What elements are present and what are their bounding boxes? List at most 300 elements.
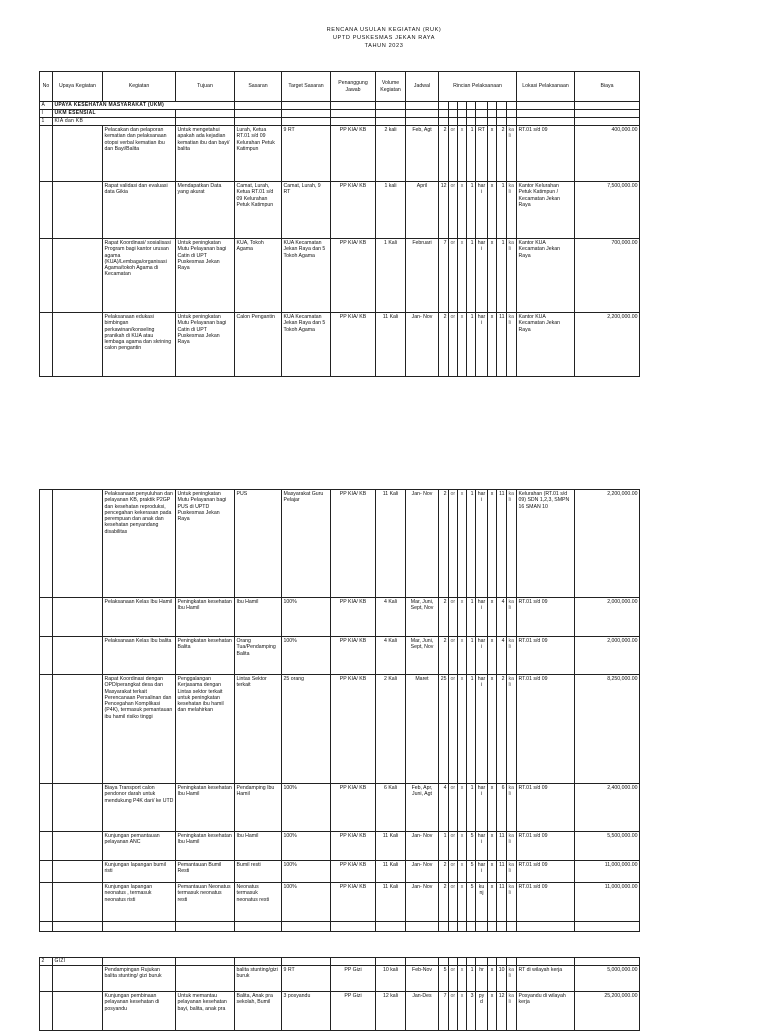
row-upaya — [53, 598, 103, 637]
table-row — [40, 182, 640, 239]
row-target: 100% — [282, 637, 331, 675]
rincian-unit: or — [449, 861, 458, 883]
row-penanggung-jawab: PP KIA/ KB — [331, 675, 376, 784]
rincian-unit: hari — [476, 313, 488, 377]
rincian-unit: hari — [476, 861, 488, 883]
rincian-count: 11 — [497, 861, 507, 883]
rincian-count: 5 — [467, 861, 476, 883]
row-upaya — [53, 966, 103, 992]
row-tujuan: Peningkatan kesehatan Ibu Hamil — [176, 784, 235, 832]
rincian-count: 1 — [467, 598, 476, 637]
rincian-count: 2 — [439, 883, 449, 922]
rincian-count: 1 — [467, 239, 476, 313]
row-sasaran: PUS — [235, 490, 282, 598]
section-label: UPAYA KESEHATAN MASYARAKAT (UKM) — [53, 102, 235, 110]
rincian-count: 7 — [439, 239, 449, 313]
row-no — [40, 313, 53, 377]
row-no — [40, 992, 53, 1031]
table-row-empty — [40, 922, 640, 932]
header-jadwal: Jadwal — [406, 72, 439, 102]
table-row — [40, 239, 640, 313]
rincian-unit: or — [449, 239, 458, 313]
rincian-x: x — [488, 637, 497, 675]
rincian-x: x — [488, 966, 497, 992]
row-sasaran: Ibu Hamil — [235, 598, 282, 637]
row-upaya — [53, 126, 103, 182]
rincian-x: x — [488, 182, 497, 239]
row-volume: 1 kali — [376, 182, 406, 239]
rincian-unit: RT — [476, 126, 488, 182]
rincian-count: 4 — [497, 598, 507, 637]
rincian-unit: kali — [507, 313, 517, 377]
row-upaya — [53, 637, 103, 675]
rincian-unit: or — [449, 675, 458, 784]
row-no — [40, 239, 53, 313]
rincian-count: 4 — [497, 637, 507, 675]
rincian-unit: kali — [507, 637, 517, 675]
rincian-unit: kali — [507, 883, 517, 922]
section-no: A — [40, 102, 53, 110]
row-kegiatan: Biaya Transport calon pendonor darah untuk mendukung P4K dari/ ke UTD — [103, 784, 176, 832]
row-lokasi: RT.01 s/d 09 — [517, 598, 575, 637]
row-tujuan: Peningkatan kesehatan Balita — [176, 637, 235, 675]
row-volume: 11 Kali — [376, 490, 406, 598]
row-tujuan: Untuk mengetahui apakah ada kejadian kematian ibu dan bayi/ balita — [176, 126, 235, 182]
rincian-count: 2 — [439, 598, 449, 637]
row-lokasi: Kantor KUA Kecamatan Jekan Raya — [517, 313, 575, 377]
row-jadwal: Jan- Nov — [406, 490, 439, 598]
rincian-unit: kali — [507, 182, 517, 239]
row-kegiatan: Kunjungan pemantauan pelayanan ANC — [103, 832, 176, 861]
header-volume: Volume Kegiatan — [376, 72, 406, 102]
row-biaya: 400,000.00 — [575, 126, 640, 182]
rincian-count: 1 — [467, 182, 476, 239]
rincian-unit: or — [449, 992, 458, 1031]
row-jadwal: Jan- Nov — [406, 832, 439, 861]
row-target: 100% — [282, 784, 331, 832]
section-no: 1 — [40, 118, 53, 126]
row-penanggung-jawab: PP KIA/ KB — [331, 784, 376, 832]
rincian-count: 2 — [439, 490, 449, 598]
header-sasaran: Sasaran — [235, 72, 282, 102]
header-no: No — [40, 72, 53, 102]
rincian-unit: hari — [476, 832, 488, 861]
row-penanggung-jawab: PP KIA/ KB — [331, 313, 376, 377]
rincian-x: x — [488, 490, 497, 598]
row-kegiatan: Pelacakan dan pelaporan kematian dan pelaksanaan otopsi verbal kematian ibu dan Bayi/Balita — [103, 126, 176, 182]
table-body-kia-kb — [40, 126, 640, 377]
rincian-unit: or — [449, 126, 458, 182]
row-no — [40, 637, 53, 675]
row-sasaran: KUA, Tokoh Agama — [235, 239, 282, 313]
rincian-unit: or — [449, 637, 458, 675]
row-jadwal: Feb, Apr, Juni, Agt — [406, 784, 439, 832]
row-sasaran: Bumil resti — [235, 861, 282, 883]
rincian-x: x — [488, 675, 497, 784]
row-tujuan: Untuk memantau pelayanan kesehatan bayi, balita, anak pra — [176, 992, 235, 1031]
rincian-count: 2 — [497, 675, 507, 784]
rincian-count: 10 — [497, 966, 507, 992]
header-kegiatan: Kegiatan — [103, 72, 176, 102]
row-tujuan: Untuk peningkatan Mutu Pelayanan bagi Catin di UPT Puskesmas Jekan Raya — [176, 239, 235, 313]
row-volume: 2 kali — [376, 126, 406, 182]
table-row — [40, 313, 640, 377]
rincian-unit: hari — [476, 239, 488, 313]
row-lokasi: Kantor Kelurahan Petuk Katimpun / Kecamatan Jekan Raya — [517, 182, 575, 239]
row-tujuan: Untuk peningkatan Mutu Pelayanan bagi Catin di UPT Puskesmas Jekan Raya — [176, 313, 235, 377]
section-label: UKM ESENSIAL — [53, 110, 176, 118]
row-no — [40, 490, 53, 598]
rincian-unit: kali — [507, 784, 517, 832]
row-penanggung-jawab: PP KIA/ KB — [331, 239, 376, 313]
rincian-x: x — [458, 490, 467, 598]
row-volume: 12 kali — [376, 992, 406, 1031]
rincian-count: 1 — [467, 490, 476, 598]
row-lokasi: RT.01 s/d 09 — [517, 126, 575, 182]
rincian-count: 1 — [467, 966, 476, 992]
row-kegiatan: Pelaksanaan penyuluhan dan pelayanan KB, praktik P2GP dan kesehatan reproduksi, pencegahan kekerasan pada perempuan dan anak dan kesehatan penyandang disabilitas — [103, 490, 176, 598]
row-upaya — [53, 883, 103, 922]
rincian-unit: or — [449, 966, 458, 992]
row-no — [40, 126, 53, 182]
row-no — [40, 832, 53, 861]
row-kegiatan: Pelaksanaan edukasi bimbingan perkawinan/konseling pranikah di KUA atau lembaga agama dan skrining calon pengantin — [103, 313, 176, 377]
row-tujuan: Pemantauan Bumil Resti — [176, 861, 235, 883]
row-volume: 11 Kali — [376, 313, 406, 377]
row-kegiatan: Rapat Koordinasi/ sosialisasi Program bagi kantor urusan agama (KUA)/Lembaga/organisasi Agama/tokoh Agama di Kecamatan — [103, 239, 176, 313]
table-row — [40, 883, 640, 922]
rincian-unit: hari — [476, 490, 488, 598]
row-penanggung-jawab: PP KIA/ KB — [331, 126, 376, 182]
rincian-x: x — [458, 637, 467, 675]
row-sasaran: Camat, Lurah, Ketua RT.01 s/d 09 Kelurahan Petuk Katimpun — [235, 182, 282, 239]
row-jadwal: Jan-Des — [406, 992, 439, 1031]
row-volume: 6 Kali — [376, 784, 406, 832]
row-lokasi: RT.01 s/d 09 — [517, 784, 575, 832]
row-tujuan — [176, 966, 235, 992]
rincian-unit: kali — [507, 239, 517, 313]
row-no — [40, 598, 53, 637]
section-no: 2 — [40, 958, 53, 966]
row-target: KUA Kecamatan Jekan Raya dan 5 Tokoh Agama — [282, 239, 331, 313]
row-biaya: 2,400,000.00 — [575, 784, 640, 832]
rincian-x: x — [458, 313, 467, 377]
rincian-count: 12 — [497, 992, 507, 1031]
row-no — [40, 675, 53, 784]
row-target: 100% — [282, 598, 331, 637]
rincian-count: 2 — [439, 637, 449, 675]
row-penanggung-jawab: PP KIA/ KB — [331, 832, 376, 861]
rincian-unit: hari — [476, 182, 488, 239]
row-volume: 11 Kali — [376, 861, 406, 883]
rincian-unit: or — [449, 313, 458, 377]
row-target: 100% — [282, 832, 331, 861]
rincian-unit: or — [449, 784, 458, 832]
rincian-x: x — [488, 861, 497, 883]
rincian-unit: pyd — [476, 992, 488, 1031]
rincian-count: 1 — [497, 239, 507, 313]
row-jadwal: Februari — [406, 239, 439, 313]
row-biaya: 2,200,000.00 — [575, 313, 640, 377]
row-kegiatan: Pelaksanaan Kelas Ibu balita — [103, 637, 176, 675]
row-biaya: 2,000,000.00 — [575, 598, 640, 637]
rincian-x: x — [488, 883, 497, 922]
row-upaya — [53, 313, 103, 377]
section-row-a — [40, 102, 640, 110]
row-target: 25 orang — [282, 675, 331, 784]
rincian-unit: hr — [476, 966, 488, 992]
header-rincian: Rincian Pelaksanaan — [439, 72, 517, 102]
rincian-unit: or — [449, 832, 458, 861]
row-sasaran: Orang Tua/Pendamping Balita — [235, 637, 282, 675]
section-no: I — [40, 110, 53, 118]
rincian-count: 12 — [439, 182, 449, 239]
row-kegiatan: Kunjungan lapangan bumil risti — [103, 861, 176, 883]
rincian-unit: hari — [476, 598, 488, 637]
row-lokasi: RT.01 s/d 09 — [517, 861, 575, 883]
rincian-x: x — [488, 832, 497, 861]
rincian-count: 2 — [439, 861, 449, 883]
table-row — [40, 966, 640, 992]
row-penanggung-jawab: PP Gizi — [331, 966, 376, 992]
row-penanggung-jawab: PP KIA/ KB — [331, 490, 376, 598]
row-target: Camat, Lurah, 9 RT — [282, 182, 331, 239]
row-tujuan: Untuk peningkatan Mutu Pelayanan bagi PUS di UPTD Puskesmas Jekan Raya — [176, 490, 235, 598]
rincian-x: x — [458, 126, 467, 182]
table-row — [40, 490, 640, 598]
rincian-unit: kali — [507, 126, 517, 182]
row-lokasi: Kantor KUA Kecamatan Jekan Raya — [517, 239, 575, 313]
row-sasaran: Balita, Anak pra sekolah, Bumil — [235, 992, 282, 1031]
row-biaya: 2,000,000.00 — [575, 637, 640, 675]
row-target: KUA Kecamatan Jekan Raya dan 5 Tokoh Agama — [282, 313, 331, 377]
row-tujuan: Pemantauan Neonatus termasuk neonatus resti — [176, 883, 235, 922]
rincian-x: x — [488, 784, 497, 832]
row-volume: 11 Kali — [376, 883, 406, 922]
header-pj: Penanggung Jawab — [331, 72, 376, 102]
rincian-count: 11 — [497, 883, 507, 922]
row-sasaran: Neonatus termasuk neonatus resti — [235, 883, 282, 922]
header-lokasi: Lokasi Pelaksanaan — [517, 72, 575, 102]
row-penanggung-jawab: PP KIA/ KB — [331, 883, 376, 922]
row-lokasi: Posyandu di wilayah kerja — [517, 992, 575, 1031]
row-tujuan: Penggalangan Kerjasama dengan Lintas sektor terkait untuk peningkatan kesehatan ibu hamil dan melahirkan — [176, 675, 235, 784]
rincian-unit: hari — [476, 784, 488, 832]
row-no — [40, 182, 53, 239]
rincian-x: x — [458, 861, 467, 883]
section-row-1 — [40, 118, 640, 126]
row-volume: 4 Kali — [376, 637, 406, 675]
row-no — [40, 966, 53, 992]
rincian-count: 11 — [497, 490, 507, 598]
table-body-gizi — [40, 966, 640, 1031]
rincian-unit: hari — [476, 637, 488, 675]
table-header-row — [40, 72, 640, 102]
row-sasaran: Pendamping Ibu Hamil — [235, 784, 282, 832]
row-jadwal: Jan- Nov — [406, 313, 439, 377]
row-penanggung-jawab: PP KIA/ KB — [331, 598, 376, 637]
row-sasaran: Lurah, Ketua RT.01 s/d 09 Kelurahan Petuk Katimpun — [235, 126, 282, 182]
rincian-x: x — [488, 126, 497, 182]
row-jadwal: Mar, Juni, Sept, Nov — [406, 637, 439, 675]
row-target: 9 RT — [282, 966, 331, 992]
rincian-unit: or — [449, 598, 458, 637]
rincian-count: 1 — [467, 637, 476, 675]
rincian-unit: hari — [476, 675, 488, 784]
row-target: 3 posyandu — [282, 992, 331, 1031]
row-upaya — [53, 992, 103, 1031]
title-line-3: TAHUN 2023 — [364, 43, 404, 49]
row-lokasi: RT.01 s/d 09 — [517, 675, 575, 784]
rincian-x: x — [458, 598, 467, 637]
rincian-unit: kali — [507, 832, 517, 861]
rincian-count: 7 — [439, 992, 449, 1031]
row-penanggung-jawab: PP KIA/ KB — [331, 861, 376, 883]
rincian-count: 1 — [467, 313, 476, 377]
row-lokasi: Kelurahan (RT.01 s/d 09) SDN 1,2,3, SMPN 16 SMAN 10 — [517, 490, 575, 598]
row-biaya: 8,250,000.00 — [575, 675, 640, 784]
ruk-table-page-1 — [39, 71, 640, 377]
row-jadwal: Feb, Agt — [406, 126, 439, 182]
rincian-unit: kali — [507, 598, 517, 637]
row-upaya — [53, 182, 103, 239]
section-label: KIA dan KB — [53, 118, 176, 126]
row-biaya: 11,000,000.00 — [575, 861, 640, 883]
row-biaya: 2,200,000.00 — [575, 490, 640, 598]
rincian-count: 2 — [497, 126, 507, 182]
ruk-table-page-3 — [39, 957, 640, 1031]
row-biaya: 5,500,000.00 — [575, 832, 640, 861]
row-jadwal: Jan- Nov — [406, 861, 439, 883]
rincian-count: 11 — [497, 313, 507, 377]
row-jadwal: Feb-Nov — [406, 966, 439, 992]
row-no — [40, 883, 53, 922]
ruk-table-page-2 — [39, 489, 640, 932]
rincian-x: x — [458, 239, 467, 313]
table-row — [40, 637, 640, 675]
row-target: 100% — [282, 861, 331, 883]
row-jadwal: Jan- Nov — [406, 883, 439, 922]
row-kegiatan: Pendampingan Rujukan balita stunting/ gizi buruk — [103, 966, 176, 992]
row-upaya — [53, 784, 103, 832]
row-biaya: 11,000,000.00 — [575, 883, 640, 922]
rincian-x: x — [458, 966, 467, 992]
row-target: 9 RT — [282, 126, 331, 182]
rincian-unit: or — [449, 490, 458, 598]
rincian-count: 11 — [497, 832, 507, 861]
rincian-count: 2 — [439, 126, 449, 182]
row-tujuan: Peningkatan kesehatan Ibu Hamil — [176, 832, 235, 861]
row-volume: 10 kali — [376, 966, 406, 992]
table-row — [40, 126, 640, 182]
rincian-x: x — [458, 784, 467, 832]
rincian-count: 1 — [497, 182, 507, 239]
header-tujuan: Tujuan — [176, 72, 235, 102]
rincian-count: 1 — [467, 784, 476, 832]
rincian-count: 1 — [439, 832, 449, 861]
row-jadwal: Maret — [406, 675, 439, 784]
header-biaya: Biaya — [575, 72, 640, 102]
row-tujuan: Mendapatkan Data yang akurat — [176, 182, 235, 239]
rincian-x: x — [458, 992, 467, 1031]
row-no — [40, 861, 53, 883]
row-lokasi: RT.01 s/d 09 — [517, 832, 575, 861]
rincian-count: 4 — [439, 784, 449, 832]
rincian-count: 5 — [467, 832, 476, 861]
row-kegiatan: Kunjungan lapangan neonatus , termasuk neonatus risti — [103, 883, 176, 922]
row-lokasi: RT.01 s/d 09 — [517, 637, 575, 675]
table-body-kia-kb-continued — [40, 490, 640, 922]
rincian-x: x — [488, 313, 497, 377]
row-sasaran: Ibu Hamil — [235, 832, 282, 861]
rincian-x: x — [488, 239, 497, 313]
table-row — [40, 861, 640, 883]
row-upaya — [53, 490, 103, 598]
row-penanggung-jawab: PP KIA/ KB — [331, 182, 376, 239]
row-sasaran: Calon Pengantin — [235, 313, 282, 377]
header-upaya: Upaya Kegiatan — [53, 72, 103, 102]
rincian-x: x — [488, 598, 497, 637]
table-row — [40, 832, 640, 861]
rincian-count: 1 — [467, 126, 476, 182]
row-kegiatan: Pelaksanaan Kelas Ibu Hamil — [103, 598, 176, 637]
row-volume: 1 Kali — [376, 239, 406, 313]
rincian-count: 5 — [467, 883, 476, 922]
row-jadwal: April — [406, 182, 439, 239]
title-line-1: RENCANA USULAN KEGIATAN (RUK) — [326, 27, 442, 33]
title-line-2: UPTD PUSKESMAS JEKAN RAYA — [332, 35, 436, 41]
rincian-unit: or — [449, 883, 458, 922]
row-upaya — [53, 675, 103, 784]
rincian-count: 6 — [497, 784, 507, 832]
row-volume: 11 Kali — [376, 832, 406, 861]
row-biaya: 25,200,000.00 — [575, 992, 640, 1031]
row-penanggung-jawab: PP KIA/ KB — [331, 637, 376, 675]
section-row-2 — [40, 958, 640, 966]
rincian-x: x — [458, 832, 467, 861]
rincian-unit: kali — [507, 992, 517, 1031]
row-no — [40, 784, 53, 832]
row-biaya: 7,500,000.00 — [575, 182, 640, 239]
rincian-x: x — [458, 883, 467, 922]
rincian-unit: kunj — [476, 883, 488, 922]
table-row — [40, 784, 640, 832]
row-kegiatan: Rapat validasi dan evaluasi data Gikia — [103, 182, 176, 239]
rincian-x: x — [488, 992, 497, 1031]
row-biaya: 5,000,000.00 — [575, 966, 640, 992]
row-target: Masyarakat Guru Pelajar — [282, 490, 331, 598]
row-upaya — [53, 239, 103, 313]
rincian-count: 2 — [439, 313, 449, 377]
table-row — [40, 598, 640, 637]
rincian-unit: kali — [507, 490, 517, 598]
row-sasaran: balita stunting/gizi buruk — [235, 966, 282, 992]
row-jadwal: Mar, Juni, Sept, Nov — [406, 598, 439, 637]
rincian-count: 25 — [439, 675, 449, 784]
table-row — [40, 675, 640, 784]
row-penanggung-jawab: PP Gizi — [331, 992, 376, 1031]
row-kegiatan: Rapat Koordinasi dengan OPD/perangkat desa dan Masyarakat terkait Perencanaan Persalinan dan Pencegahan Komplikasi (P4K), termasuk pemantauan ibu hamil risiko tinggi — [103, 675, 176, 784]
row-lokasi: RT di wilayah kerja — [517, 966, 575, 992]
row-tujuan: Peningkatan kesehatan Ibu Hamil — [176, 598, 235, 637]
row-lokasi: RT.01 s/d 09 — [517, 883, 575, 922]
row-upaya — [53, 832, 103, 861]
row-upaya — [53, 861, 103, 883]
rincian-x: x — [458, 182, 467, 239]
section-label: GIZI — [53, 958, 103, 966]
rincian-unit: or — [449, 182, 458, 239]
row-volume: 4 Kali — [376, 598, 406, 637]
